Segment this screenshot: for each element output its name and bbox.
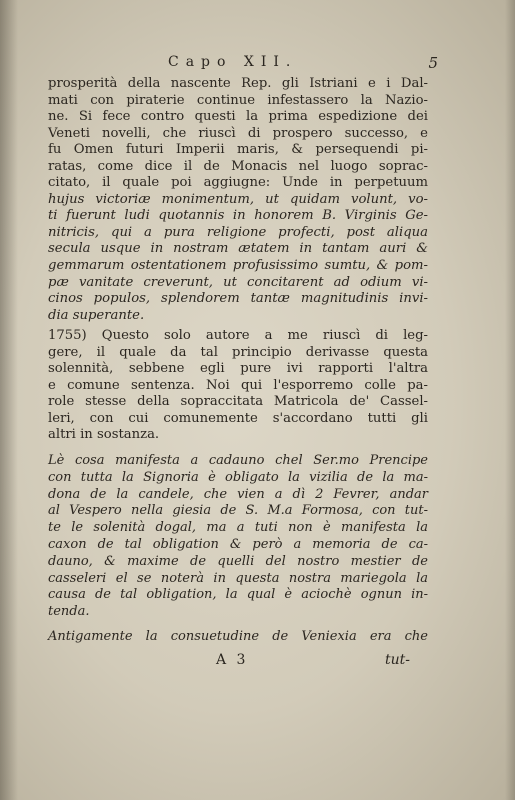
text-line: secula usque in nostram ætatem in tantam auri & [48,241,428,257]
quote-line: con tutta la Signoria è obligato la vizilia de la ma- [48,469,428,485]
quote-line: casseleri el se noterà in questa nostra mariegola la [48,570,428,586]
text-line: altri in sostanza. [48,427,160,443]
text-line: nitricis, qui a pura religione profecti, post aliqua [48,224,428,240]
text-line: role stesse della sopraccitata Matricola de' Cassel- [48,394,428,410]
text-line: 1755) Questo solo autore a me riuscì di leg- [48,328,428,344]
quote-line: causa de tal obligation, la qual è aciochè ognun in- [48,587,428,603]
spine-shadow [0,0,18,800]
text-line: dia superante. [48,307,145,323]
text-line: solennità, sebbene egli pure ivi rapporti l'altra [48,361,428,377]
text-line: gemmarum ostentationem profusissimo sumtu, & pom- [48,258,428,274]
matricola-quote [48,453,428,621]
page-edge-shadow [505,0,515,800]
text-line: ne. Si fece contro questi la prima espedizione dei [48,109,428,125]
page-footer [48,652,428,670]
text-line: gere, il quale da tal principio derivasse questa [48,344,428,360]
text-line: fu Omen futuri Imperii maris, & persequendi pi- [48,142,428,158]
quote-line: dona de la candele, che vien a dì 2 Fevrer, andar [48,486,428,502]
text-line: pæ vanitate creverunt, ut concitarent ad odium vi- [48,274,428,290]
text-line: hujus victoriæ monimentum, ut quidam volunt, vo- [48,191,428,207]
text-line: Veneti novelli, che riuscì di prospero successo, e [48,125,428,141]
text-line: ratas, come dice il de Monacis nel luogo soprac- [48,158,428,174]
text-line: cinos populos, splendorem tantæ magnitudinis invi- [48,291,428,307]
paragraph-1 [48,76,428,324]
closing-line-block [48,629,428,646]
running-header [48,52,438,76]
text-line: mati con piraterie continue infestassero la Nazio- [48,92,428,108]
quote-line: tenda. [48,604,90,620]
quote-line: caxon de tal obligation & però a memoria de ca- [48,537,428,553]
text-line: e comune sentenza. Noi qui l'esporremo colle pa- [48,377,428,393]
signature-mark: A 3 [216,651,249,668]
text-line: leri, con cui comunemente s'accordano tutti gli [48,410,428,426]
catchword: tut- [385,651,410,668]
page-number: 5 [428,54,438,72]
chapter-heading: Capo XII. [168,54,298,70]
quote-line: dauno, & maxime de quelli del nostro mestier de [48,553,428,569]
text-line: citato, il quale poi aggiugne: Unde in perpetuum [48,175,428,191]
text-line: Antigamente la consuetudine de Veniexia era che [48,629,428,644]
paragraph-2 [48,328,428,444]
text-line: ti fuerunt ludi quotannis in honorem B. Virginis Ge- [48,208,428,224]
quote-line: al Vespero nella giesia de S. M.a Formosa, con tut- [48,503,428,519]
quote-line: te le solenità dogal, ma a tuti non è manifesta la [48,520,428,536]
page-text [48,52,438,670]
text-line: prosperità della nascente Rep. gli Istriani e i Dal- [48,76,428,91]
quote-line: Lè cosa manifesta a cadauno chel Ser.mo Prencipe [48,453,428,469]
